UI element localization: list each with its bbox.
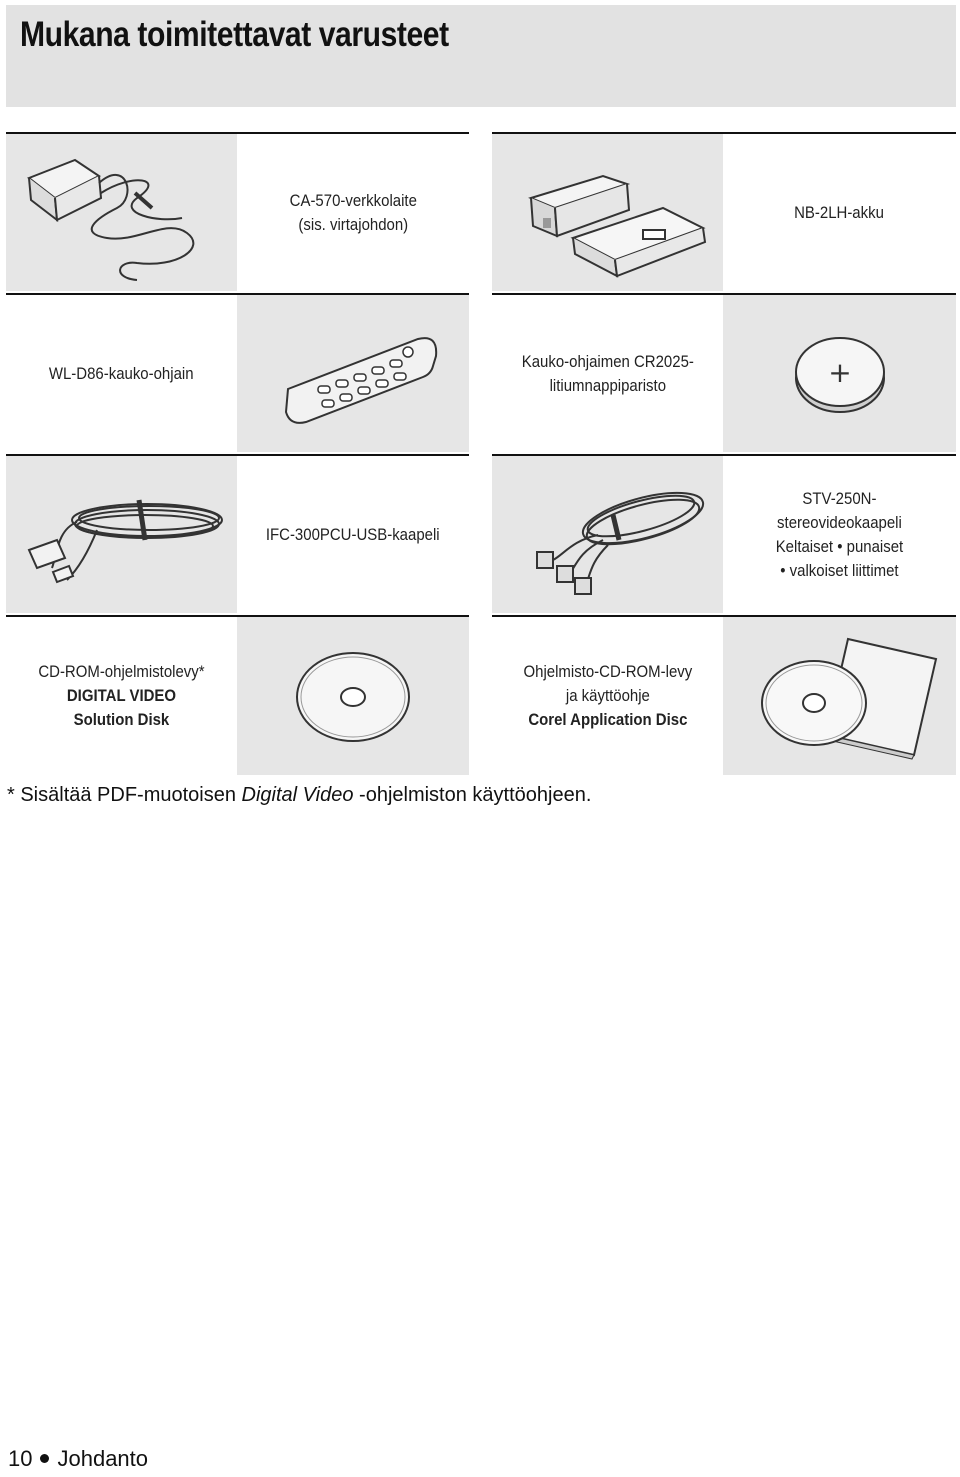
page-header <box>6 5 956 107</box>
cd-corel-illustration-cell <box>723 615 956 775</box>
stereo-cable-icon <box>503 460 713 610</box>
page-title: Mukana toimitettavat varusteet <box>20 15 449 54</box>
cd-solution-illustration-cell <box>237 615 469 775</box>
cd-solution-name: CD-ROM-ohjelmistolevy* <box>38 662 205 681</box>
remote-control-icon <box>248 304 458 444</box>
battery-name: NB-2LH-akku <box>794 202 885 222</box>
cd-disc-icon <box>283 641 423 751</box>
usb-cable-name: IFC-300PCU-USB-kaapeli <box>266 524 440 544</box>
coin-battery-illustration-cell <box>723 293 956 452</box>
cd-corel-manual: ja käyttöohje <box>565 686 650 705</box>
footnote <box>7 784 591 807</box>
cd-solution-subtitle: Solution Disk <box>73 710 170 729</box>
page-footer <box>8 1446 148 1472</box>
remote-illustration-cell <box>237 293 469 452</box>
stereo-cable-model: STV-250N- <box>802 488 877 508</box>
cd-corel-name: Ohjelmisto-CD-ROM-levy <box>523 662 692 681</box>
coin-battery-type: litiumnappiparisto <box>549 375 666 395</box>
coin-battery-symbol: + <box>827 355 852 389</box>
remote-label-cell <box>6 293 237 452</box>
battery-label-cell <box>723 132 956 291</box>
usb-cable-label-cell <box>237 454 469 613</box>
cd-with-manual-icon <box>740 631 940 761</box>
stereo-cable-connectors-2: • valkoiset liittimet <box>780 560 899 580</box>
battery-pack-icon <box>503 138 713 288</box>
cd-solution-label-cell <box>6 615 237 775</box>
stereo-cable-label-cell <box>723 454 956 613</box>
coin-battery-name: Kauko-ohjaimen CR2025- <box>521 351 694 371</box>
usb-cable-icon <box>17 460 227 610</box>
cd-solution-title: DIGITAL VIDEO <box>66 686 177 705</box>
cd-corel-label-cell <box>492 615 723 775</box>
battery-illustration-cell <box>492 132 723 291</box>
stereo-cable-illustration-cell <box>492 454 723 613</box>
usb-cable-illustration-cell <box>6 454 237 613</box>
adapter-illustration-cell <box>6 132 237 291</box>
coin-battery-label-cell <box>492 293 723 452</box>
remote-name: WL-D86-kauko-ohjain <box>49 363 194 383</box>
footnote-suffix: -ohjelmiston käyttöohjeen. <box>353 784 592 806</box>
cd-corel-title: Corel Application Disc <box>527 710 688 729</box>
adapter-label-cell <box>237 132 469 291</box>
page-number: 10 <box>8 1446 33 1471</box>
adapter-name: CA-570-verkkolaite <box>289 190 417 210</box>
stereo-cable-type: stereovideokaapeli <box>777 512 902 532</box>
stereo-cable-connectors-1: Keltaiset • punaiset <box>775 536 904 556</box>
section-name: Johdanto <box>57 1446 149 1471</box>
footnote-prefix: * Sisältää PDF-muotoisen <box>7 784 242 806</box>
power-adapter-icon <box>17 138 227 288</box>
footnote-italic: Digital Video <box>241 784 354 806</box>
bullet-icon <box>40 1454 49 1463</box>
adapter-note: (sis. virtajohdon) <box>298 214 408 234</box>
coin-battery-icon <box>780 324 900 424</box>
